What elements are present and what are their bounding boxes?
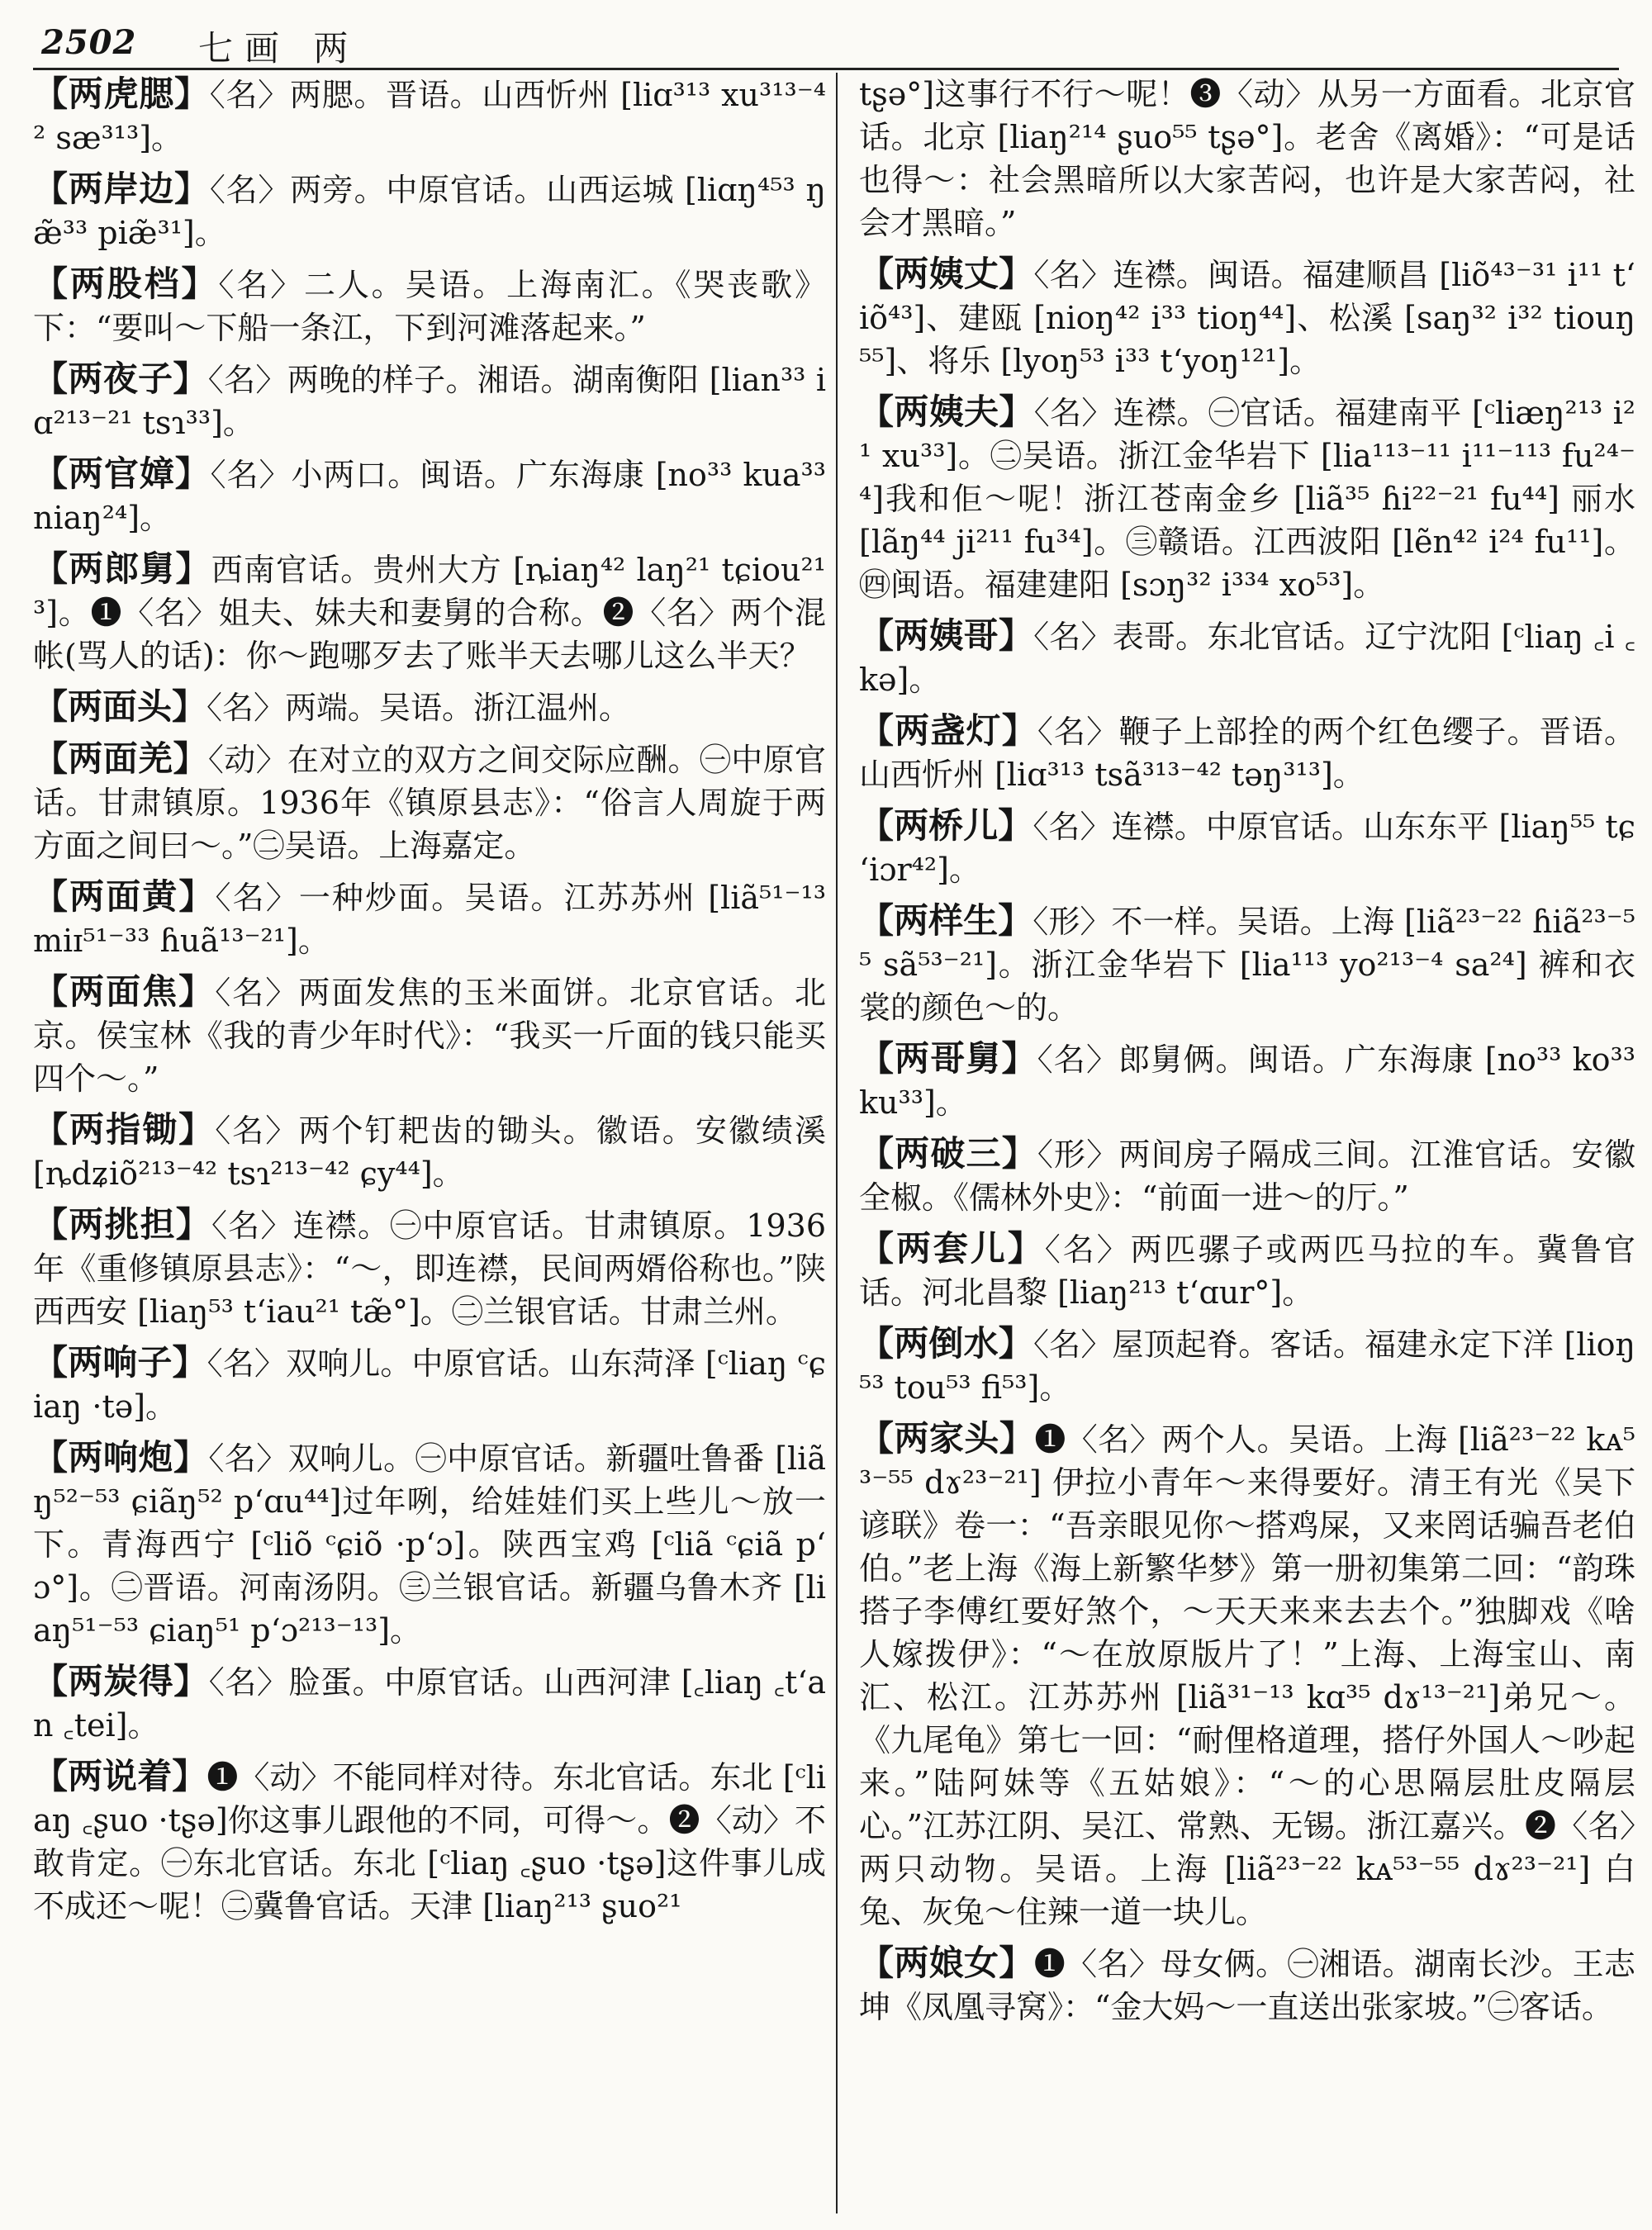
- dictionary-entry: [859, 391, 1635, 606]
- dictionary-entry: [859, 1942, 1635, 2028]
- dictionary-entry: [33, 73, 826, 159]
- entry-definition: 〈名〉鞭子上部拴的两个红色缨子。晋语。山西忻州 [liɑ³¹³ tsã³¹³⁻⁴² təŋ³¹³]。: [859, 714, 1635, 793]
- dictionary-entry: [33, 453, 826, 539]
- entry-headword: 【两姨夫】: [859, 391, 1034, 432]
- entry-definition: 〈名〉两端。吴语。浙江温州。: [206, 690, 631, 726]
- entry-headword: 【两姨丈】: [859, 254, 1034, 294]
- entry-definition: 〈名〉屋顶起脊。客话。福建永定下洋 [lioŋ⁵³ tou⁵³ fi⁵³]。: [859, 1326, 1635, 1406]
- entry-headword: 【两指锄】: [33, 1109, 216, 1150]
- entry-headword: 【两套儿】: [859, 1228, 1045, 1269]
- entry-definition: 〈名〉两面发焦的玉米面饼。北京官话。北京。侯宝林《我的青少年时代》：“我买一斤面的钱只能买四个～。”: [33, 975, 826, 1097]
- dictionary-entry: [33, 1755, 826, 1928]
- entry-headword: 【两娘女】: [859, 1943, 1034, 1983]
- left-column: [33, 73, 826, 2220]
- dictionary-entry: [33, 168, 826, 254]
- entry-definition: 〈名〉连襟。㊀官话。福建南平 [ᶜliæŋ²¹³ i²¹ xu³³]。㊁吴语。浙江金华岩下 [lia¹¹³⁻¹¹ i¹¹⁻¹¹³ fu²⁴⁻⁴]我和佢～呢！浙江苍南金乡 [liã³⁵ ɦi²²⁻²¹ fu⁴⁴] 丽水 [lãŋ⁴⁴ ji²¹¹ fu³⁴]。㊂赣语。江西波阳 [lẽn⁴² i²⁴ fu¹¹]。㊃闽语。福建建阳 [sɔŋ³² i³³⁴ xo⁵³]。: [859, 395, 1635, 603]
- entry-headword: 【两股档】: [33, 263, 219, 304]
- entry-headword: 【两桥儿】: [859, 805, 1033, 846]
- dictionary-entry: [33, 738, 826, 867]
- continued-entry-text: tʂə°]这事行不行～呢！❸〈动〉从另一方面看。北京官话。北京 [liaŋ²¹⁴ ʂuo⁵⁵ tʂə°]。老舍《离婚》：“可是话也得～：社会黑暗所以大家苦闷，也许是大家苦闷，社会才黑暗。”: [859, 76, 1635, 241]
- dictionary-entry: [859, 899, 1635, 1029]
- entry-definition: 〈名〉表哥。东北官话。辽宁沈阳 [ᶜliaŋ ꜀i ꜀kə]。: [859, 619, 1635, 698]
- dictionary-entry: [859, 804, 1635, 891]
- entry-headword: 【两面黄】: [33, 876, 216, 917]
- entry-definition: ❶〈动〉不能同样对待。东北官话。东北 [ᶜliaŋ ꜀ʂuo ·tʂə]你这事儿跟他的不同，可得～。❷〈动〉不敢肯定。㊀东北官话。东北 [ᶜliaŋ ꜀ʂuo ·tʂə]这件事儿成不成还～呢！㊁冀鲁官话。天津 [liaŋ²¹³ ʂuo²¹: [33, 1759, 826, 1924]
- dictionary-entry: [33, 358, 826, 444]
- dictionary-entry: [859, 1417, 1635, 1933]
- entry-headword: 【两倒水】: [859, 1323, 1033, 1364]
- dictionary-entry: [33, 548, 826, 677]
- entry-definition: 〈动〉在对立的双方之间交际应酬。㊀中原官话。甘肃镇原。1936年《镇原县志》：“俗言人周旋于两方面之间曰～。”㊁吴语。上海嘉定。: [33, 742, 826, 864]
- entry-definition: 〈名〉连襟。中原官话。山东东平 [liaŋ⁵⁵ tɕʻiɔr⁴²]。: [859, 809, 1635, 888]
- entry-definition: ❶〈名〉两个人。吴语。上海 [liã²³⁻²² kᴀ⁵³⁻⁵⁵ dɤ²³⁻²¹] 伊拉小青年～来得要好。清王有光《吴下谚联》卷一：“吾亲眼见你～搭鸡屎，又来罔话骗吾老伯伯。”老上海《海上新繁华梦》第一册初集第二回：“韵珠搭子李傅红要好煞个，～天天来来去去个。”独脚戏《啥人嫁拨伊》：“～在放原版片了！”上海、上海宝山、南汇、松江。江苏苏州 [liã³¹⁻¹³ kɑ³⁵ dɤ¹³⁻²¹]弟兄～。《九尾龟》第七一回：“耐俚格道理，搭仔外国人～吵起来。”陆阿妹等《五姑娘》：“～的心思隔层肚皮隔层心。”江苏江阴、吴江、常熟、无锡。浙江嘉兴。❷〈名〉两只动物。吴语。上海 [liã²³⁻²² kᴀ⁵³⁻⁵⁵ dɤ²³⁻²¹] 白兔、灰兔～住辣一道一块儿。: [859, 1421, 1635, 1930]
- entry-headword: 【两夜子】: [33, 358, 208, 399]
- entry-headword: 【两姨哥】: [859, 615, 1034, 656]
- entry-headword: 【两岸边】: [33, 168, 210, 209]
- dictionary-entry: [859, 1227, 1635, 1314]
- section-title: 七画 两: [198, 28, 360, 69]
- entry-definition: 〈名〉二人。吴语。上海南汇。《哭丧歌》下：“要叫～下船一条江，下到河滩落起来。”: [33, 267, 826, 346]
- entry-headword: 【两家头】: [859, 1418, 1035, 1459]
- entry-headword: 【两炭得】: [33, 1661, 209, 1701]
- entry-headword: 【两响炮】: [33, 1437, 209, 1478]
- entry-definition: 〈名〉连襟。㊀中原官话。甘肃镇原。1936年《重修镇原县志》：“～，即连襟，民间两婿俗称也。”陕西西安 [liaŋ⁵³ tʻiau²¹ tæ̃°]。㊁兰银官话。甘肃兰州。: [33, 1208, 826, 1330]
- entry-definition: 〈形〉两间房子隔成三间。江淮官话。安徽全椒。《儒林外史》：“前面一进～的厅。”: [859, 1136, 1635, 1216]
- entry-definition: 〈名〉小两口。闽语。广东海康 [no³³ kua³³ niaŋ²⁴]。: [33, 457, 826, 536]
- dictionary-entry: [33, 1660, 826, 1747]
- dictionary-entry: [859, 1322, 1635, 1409]
- entry-definition: 〈名〉两匹骡子或两匹马拉的车。冀鲁官话。河北昌黎 [liaŋ²¹³ tʻɑur°]。: [859, 1231, 1635, 1311]
- entry-headword: 【两样生】: [859, 900, 1033, 941]
- entry-definition: 〈名〉一种炒面。吴语。江苏苏州 [liã⁵¹⁻¹³ miɪ⁵¹⁻³³ ɦuã¹³⁻²¹]。: [33, 880, 826, 959]
- entry-definition: 〈名〉两腮。晋语。山西忻州 [liɑ³¹³ xu³¹³⁻⁴² sæ³¹³]。: [33, 77, 826, 156]
- entry-headword: 【两挑担】: [33, 1204, 211, 1245]
- entry-definition: 〈名〉郎舅俩。闽语。广东海康 [no³³ ko³³ ku³³]。: [859, 1041, 1635, 1121]
- entry-headword: 【两郎舅】: [33, 548, 211, 589]
- entry-definition: 〈形〉不一样。吴语。上海 [liã²³⁻²² ɦiã²³⁻⁵⁵ sã⁵³⁻²¹]。浙江金华岩下 [lia¹¹³ yo²¹³⁻⁴ sa²⁴] 裤和衣裳的颜色～的。: [859, 904, 1635, 1026]
- entry-headword: 【两说着】: [33, 1756, 207, 1796]
- entry-definition: 〈名〉两个钉耙齿的锄头。徽语。安徽绩溪 [ȵdʑiõ²¹³⁻⁴² tsɿ²¹³⁻⁴² ɕy⁴⁴]。: [33, 1113, 826, 1192]
- entry-definition: 〈名〉脸蛋。中原官话。山西河津 [꜀liaŋ ꜀tʻan ꜀tei]。: [33, 1664, 826, 1744]
- page-header: [33, 18, 1619, 70]
- dictionary-entry: [859, 709, 1635, 796]
- dictionary-entry: [33, 875, 826, 962]
- entry-headword: 【两面焦】: [33, 971, 216, 1012]
- entry-definition: 西南官话。贵州大方 [ȵiaŋ⁴² laŋ²¹ tɕiou²¹³]。❶〈名〉姐夫、妹夫和妻舅的合称。❷〈名〉两个混帐(骂人的话)：你～跑哪歹去了账半天去哪儿这么半天？: [33, 552, 826, 674]
- dictionary-entry: [33, 1108, 826, 1195]
- entry-headword: 【两破三】: [859, 1133, 1037, 1174]
- dictionary-entry: [33, 263, 826, 349]
- dictionary-entry: [33, 970, 826, 1100]
- dictionary-entry: [33, 1203, 826, 1333]
- entry-definition: 〈名〉连襟。闽语。福建顺昌 [liõ⁴³⁻³¹ i¹¹ tʻiõ⁴³]、建瓯 [nioŋ⁴² i³³ tioŋ⁴⁴]、松溪 [saŋ³² i³² tiouŋ⁵⁵]、将乐 [lyoŋ⁵³ i³³ tʻyoŋ¹²¹]。: [859, 257, 1635, 379]
- dictionary-entry: [859, 614, 1635, 701]
- entry-headword: 【两盏灯】: [859, 710, 1037, 751]
- dictionary-entry: [33, 686, 826, 729]
- dictionary-entry: [859, 1132, 1635, 1219]
- entry-headword: 【两虎腮】: [33, 74, 210, 114]
- dictionary-entry: [33, 1341, 826, 1428]
- dictionary-entry: [859, 1037, 1635, 1124]
- column-divider: [836, 73, 838, 2213]
- dictionary-entry: [33, 1436, 826, 1652]
- entry-definition: 〈名〉两晚的样子。湘语。湖南衡阳 [lian³³ iɑ²¹³⁻²¹ tsɿ³³]。: [33, 362, 826, 441]
- entry-definition: 〈名〉双响儿。㊀中原官话。新疆吐鲁番 [liãŋ⁵²⁻⁵³ ɕiãŋ⁵² pʻɑu⁴⁴]过年咧，给娃娃们买上些儿～放一下。青海西宁 [ᶜliõ ᶜɕiõ ·pʻɔ]。陕西宝鸡 [ᶜliã ᶜɕiã pʻɔ°]。㊁晋语。河南汤阴。㊂兰银官话。新疆乌鲁木齐 [liaŋ⁵¹⁻⁵³ ɕiaŋ⁵¹ pʻɔ²¹³⁻¹³]。: [33, 1440, 826, 1649]
- entry-definition: ❶〈名〉母女俩。㊀湘语。湖南长沙。王志坤《凤凰寻窝》：“金大妈～一直送出张家坡。”㊁客话。: [859, 1946, 1635, 2025]
- entry-headword: 【两哥舅】: [859, 1038, 1037, 1079]
- entry-headword: 【两响子】: [33, 1342, 207, 1383]
- dictionary-entry: [859, 253, 1635, 382]
- entry-headword: 【两面羌】: [33, 738, 208, 779]
- right-column: [859, 73, 1635, 2220]
- entry-headword: 【两面头】: [33, 686, 207, 727]
- entry-definition: 〈名〉双响儿。中原官话。山东菏泽 [ᶜliaŋ ᶜɕiaŋ ·tə]。: [33, 1345, 826, 1425]
- page-number: 2502: [41, 23, 137, 62]
- entry-definition: 〈名〉两旁。中原官话。山西运城 [liɑŋ⁴⁵³ ŋæ̃³³ piæ̃³¹]。: [33, 172, 826, 251]
- entry-headword: 【两官嫜】: [33, 453, 211, 494]
